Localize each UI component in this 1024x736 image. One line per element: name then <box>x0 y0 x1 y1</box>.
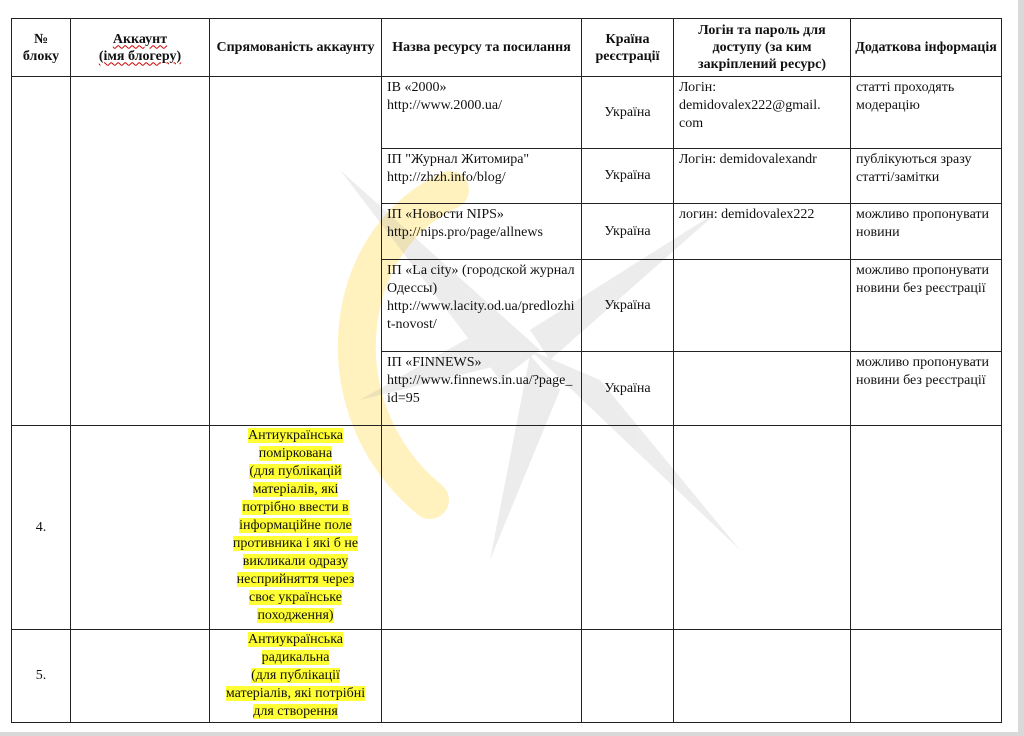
header-login: Логін та пароль для доступу (за ким закріплений ресурс) <box>674 19 851 77</box>
resource-cell <box>382 352 582 426</box>
resource-url[interactable]: http://zhzh.info/blog/ <box>387 170 506 185</box>
login-cell <box>674 426 851 630</box>
resource-cell <box>382 426 582 630</box>
orientation-line: Антиукраїнська <box>247 428 343 443</box>
orientation-line: Антиукраїнська <box>247 632 343 647</box>
page-edge-bottom <box>0 732 1024 736</box>
country-cell: Україна <box>582 149 674 204</box>
login-cell: Логін: demidovalex222@gmail. com <box>674 77 851 149</box>
account-cell <box>71 426 210 630</box>
resource-name: ІП «La city» (городской журнал Одессы) <box>387 263 575 296</box>
resource-name: ІП "Журнал Житомира" <box>387 152 530 167</box>
extra-cell: можливо пропонувати новини без реєстрації <box>851 352 1002 426</box>
resource-url[interactable]: http://www.2000.ua/ <box>387 98 502 113</box>
header-country: Країна реєстрації <box>582 19 674 77</box>
orientation-line: для створення <box>253 704 338 719</box>
resources-table <box>11 18 1002 723</box>
resource-cell <box>382 77 582 149</box>
extra-cell: статті проходять модерацію <box>851 77 1002 149</box>
country-cell: Україна <box>582 260 674 352</box>
login-cell <box>674 630 851 723</box>
orientation-line: несприйняття через <box>236 572 355 587</box>
table-row <box>12 426 1002 630</box>
header-resource: Назва ресурсу та посилання <box>382 19 582 77</box>
resource-cell <box>382 149 582 204</box>
resource-url[interactable]: http://www.finnews.in.ua/?page_id=95 <box>387 373 573 406</box>
orientation-line: матеріалів, які <box>252 482 339 497</box>
header-account: Аккаунт (імя блогеру) <box>71 19 210 77</box>
orientation-line: (для публікацій <box>249 464 342 479</box>
country-cell <box>582 630 674 723</box>
table-row <box>12 77 1002 149</box>
orientation-line: викликали одразу <box>242 554 349 569</box>
resource-cell <box>382 630 582 723</box>
resource-cell <box>382 204 582 260</box>
resource-name: ІВ «2000» <box>387 80 447 95</box>
block-number-cell <box>12 77 71 426</box>
page-edge-right <box>1018 0 1024 736</box>
header-extra: Додаткова інформація <box>851 19 1002 77</box>
orientation-line: своє українське <box>249 590 342 605</box>
orientation-cell <box>210 630 382 723</box>
orientation-line: інформаційне поле <box>239 518 352 533</box>
orientation-line: потрібно ввести в <box>242 500 349 515</box>
orientation-cell <box>210 77 382 426</box>
block-number-cell: 4. <box>12 426 71 630</box>
extra-cell: можливо пропонувати новини <box>851 204 1002 260</box>
extra-cell: можливо пропонувати новини без реєстрації <box>851 260 1002 352</box>
table-header-row <box>12 19 1002 77</box>
country-cell <box>582 426 674 630</box>
orientation-line: противника і які б не <box>232 536 359 551</box>
login-cell: Логін: demidovalexandr <box>674 149 851 204</box>
orientation-line: поміркована <box>258 446 333 461</box>
resource-name: ІП «Новости NIPS» <box>387 207 504 222</box>
country-cell: Україна <box>582 204 674 260</box>
orientation-line: (для публікації <box>251 668 340 683</box>
header-block-number: № блоку <box>12 19 71 77</box>
resource-name: ІП «FINNEWS» <box>387 355 482 370</box>
login-cell: логин: demidovalex222 <box>674 204 851 260</box>
country-cell: Україна <box>582 352 674 426</box>
extra-cell: публікуються зразу статті/замітки <box>851 149 1002 204</box>
orientation-line: радикальна <box>261 650 330 665</box>
header-orientation: Спрямованість аккаунту <box>210 19 382 77</box>
orientation-cell <box>210 426 382 630</box>
country-cell: Україна <box>582 77 674 149</box>
block-number-cell: 5. <box>12 630 71 723</box>
login-cell <box>674 352 851 426</box>
orientation-line: матеріалів, які потрібні <box>225 686 366 701</box>
resource-cell <box>382 260 582 352</box>
account-cell <box>71 77 210 426</box>
account-cell <box>71 630 210 723</box>
login-cell <box>674 260 851 352</box>
table-row <box>12 630 1002 723</box>
resource-url[interactable]: http://www.lacity.od.ua/predlozhit-novost/ <box>387 299 575 332</box>
orientation-line: походження) <box>257 608 334 623</box>
extra-cell <box>851 426 1002 630</box>
extra-cell <box>851 630 1002 723</box>
resource-url[interactable]: http://nips.pro/page/allnews <box>387 225 543 240</box>
